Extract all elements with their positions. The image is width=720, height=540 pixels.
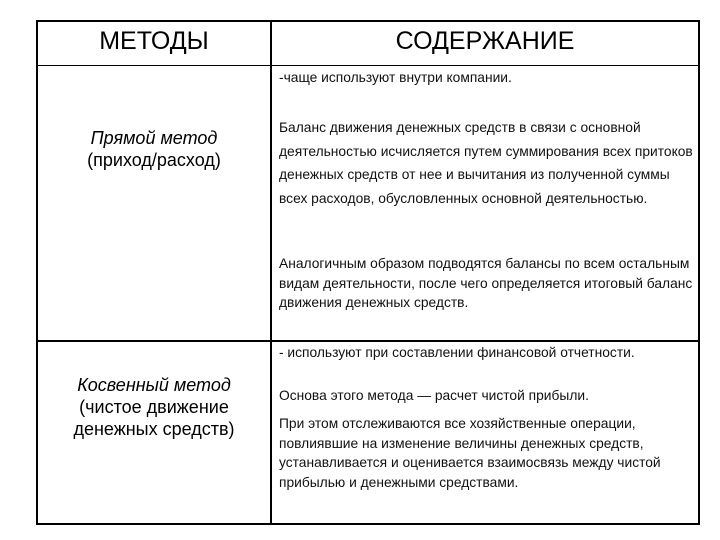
- header-content: СОДЕРЖАНИЕ: [395, 27, 575, 55]
- row-divider: [38, 340, 698, 342]
- column-divider: [270, 22, 272, 523]
- methods-table: [36, 20, 700, 525]
- direct-usage-text: -чаще используют внутри компании.: [279, 70, 512, 85]
- direct-paragraph-2: Аналогичным образом подводятся балансы по всем остальным видам деятельности, после чего определяется итоговый баланс движения денежных средств.: [279, 256, 693, 310]
- direct-paragraph-1: Баланс движения денежных средств в связи с основной деятельностью исчисляется путем суммирования всех притоков денежных средств от нее и вычитания из полученной суммы всех расходов, обусловленных основной деятельностью.: [279, 120, 693, 206]
- indirect-paragraph-2: При этом отслеживаются все хозяйственные операции, повлиявшие на изменение величины денежных средств, устанавливается и оценивается взаимосвязь между чистой прибылью и денежными средствами.: [279, 416, 661, 490]
- indirect-usage-text: - используют при составлении финансовой отчетности.: [279, 345, 635, 360]
- method-indirect-name: Косвенный метод: [77, 375, 231, 395]
- method-direct-subtitle: (приход/расход): [87, 150, 221, 170]
- header-row: [38, 22, 698, 66]
- method-indirect-subtitle: (чистое движение денежных средств): [73, 397, 235, 439]
- method-direct: [38, 127, 270, 171]
- indirect-paragraph-1: Основа этого метода — расчет чистой прибыли.: [279, 388, 589, 403]
- header-methods: МЕТОДЫ: [99, 27, 209, 55]
- method-direct-name: Прямой метод: [90, 128, 218, 148]
- method-indirect: [38, 374, 270, 440]
